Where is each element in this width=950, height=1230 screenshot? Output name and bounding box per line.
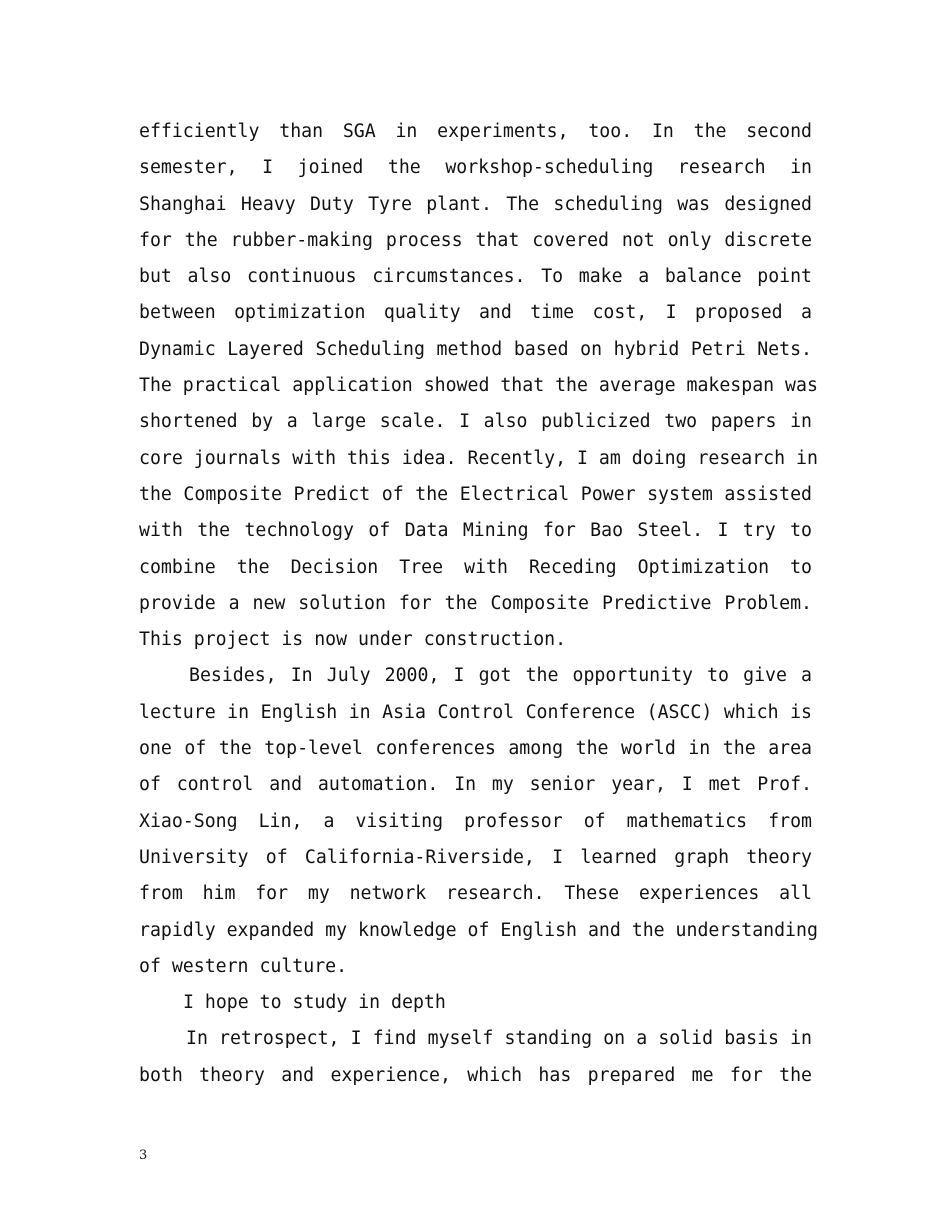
body-text xyxy=(139,114,818,1094)
text-line: but also continuous circumstances. To make a balance point xyxy=(139,266,812,288)
text-line: rapidly expanded my knowledge of English and the understanding xyxy=(139,919,818,941)
text-line: between optimization quality and time cost, I proposed a xyxy=(139,302,812,324)
paragraph-first-line: In retrospect, I find myself standing on a solid basis in xyxy=(186,1028,812,1050)
text-line: provide a new solution for the Composite Predictive Problem. xyxy=(139,592,812,614)
text-line: Shanghai Heavy Duty Tyre plant. The scheduling was designed xyxy=(139,193,812,215)
paragraph-first-line: Besides, In July 2000, I got the opportunity to give a xyxy=(189,665,812,687)
text-line: of control and automation. In my senior year, I met Prof. xyxy=(139,774,812,796)
section-heading: I hope to study in depth xyxy=(183,992,446,1014)
text-line: lecture in English in Asia Control Conference (ASCC) which is xyxy=(139,701,812,723)
text-line: Xiao-Song Lin, a visiting professor of mathematics from xyxy=(139,810,812,832)
text-line: one of the top-level conferences among the world in the area xyxy=(139,738,812,760)
text-line: from him for my network research. These experiences all xyxy=(139,883,812,905)
text-line: Dynamic Layered Scheduling method based on hybrid Petri Nets. xyxy=(139,338,812,360)
page-number: 3 xyxy=(139,1148,148,1163)
text-line: The practical application showed that the average makespan was xyxy=(139,375,818,397)
text-line: combine the Decision Tree with Receding Optimization to xyxy=(139,556,812,578)
text-line: the Composite Predict of the Electrical Power system assisted xyxy=(139,483,812,505)
text-line: with the technology of Data Mining for Bao Steel. I try to xyxy=(139,520,812,542)
text-line: both theory and experience, which has prepared me for the xyxy=(139,1064,812,1086)
text-line: core journals with this idea. Recently, I am doing research in xyxy=(139,447,818,469)
text-line: efficiently than SGA in experiments, too. In the second xyxy=(139,121,812,142)
text-line: for the rubber-making process that covered not only discrete xyxy=(139,229,812,251)
text-line: semester, I joined the workshop-scheduling research in xyxy=(139,157,812,179)
text-line: University of California-Riverside, I learned graph theory xyxy=(139,846,812,868)
text-line: shortened by a large scale. I also publicized two papers in xyxy=(139,411,812,433)
text-line: This project is now under construction. xyxy=(139,629,567,651)
text-line: of western culture. xyxy=(139,955,348,977)
